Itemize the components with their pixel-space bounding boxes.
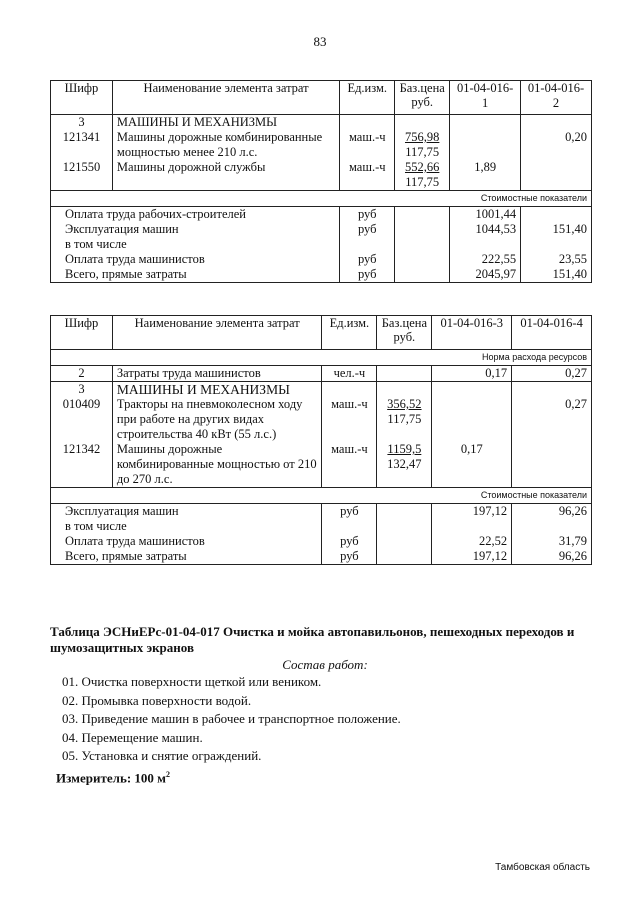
norm-caption: Норма расхода ресурсов bbox=[51, 350, 592, 366]
section-title: МАШИНЫ И МЕХАНИЗМЫ bbox=[112, 382, 321, 398]
row-name: Машины дорожной службы bbox=[112, 160, 339, 191]
row-unit: маш.-ч bbox=[322, 397, 377, 442]
summary-col1: 1001,44 bbox=[450, 207, 521, 223]
row-code: 2 bbox=[51, 366, 113, 382]
row-col1: 0,17 bbox=[432, 442, 512, 488]
row-name: Машины дорожные комбинированные мощностью менее 210 л.с. bbox=[112, 130, 339, 160]
work-composition-title: Состав работ: bbox=[282, 657, 368, 672]
list-item: 01. Очистка поверхности щеткой или веником. bbox=[62, 674, 322, 689]
row-col2: 0,20 bbox=[521, 130, 592, 160]
summary-name: Эксплуатация машин bbox=[51, 222, 340, 237]
cost-caption: Стоимостные показатели bbox=[51, 191, 592, 207]
row-col1 bbox=[450, 130, 521, 160]
summary-name: Всего, прямые затраты bbox=[51, 267, 340, 283]
summary-col1: 1044,53 bbox=[450, 222, 521, 237]
table-caption: Таблица ЭСНиЕРс-01-04-017 Очистка и мойка автопавильонов, пешеходных переходов и шумозащитных экранов bbox=[50, 624, 575, 655]
row-col2 bbox=[512, 442, 592, 488]
cost-caption-row bbox=[51, 488, 592, 504]
summary-col2 bbox=[521, 207, 592, 223]
row-code: 010409 bbox=[51, 397, 113, 442]
summary-col1: 2045,97 bbox=[450, 267, 521, 283]
list-item: 03. Приведение машин в рабочее и транспортное положение. bbox=[62, 711, 401, 726]
summary-unit: руб bbox=[322, 534, 377, 549]
summary-row bbox=[51, 519, 592, 534]
row-code: 121550 bbox=[51, 160, 113, 191]
section-row bbox=[51, 382, 592, 398]
row-name: Машины дорожные комбинированные мощностью от 210 до 270 л.с. bbox=[112, 442, 321, 488]
row-price: 756,98 117,75 bbox=[395, 130, 450, 160]
labor-row bbox=[51, 366, 592, 382]
table-row bbox=[51, 397, 592, 442]
header-col1: 01-04-016-3 bbox=[432, 316, 512, 350]
summary-row bbox=[51, 549, 592, 565]
row-unit: чел.-ч bbox=[322, 366, 377, 382]
footer-region: Тамбовская область bbox=[495, 862, 590, 873]
header-code: Шифр bbox=[51, 81, 113, 115]
list-item: 05. Установка и снятие ограждений. bbox=[62, 748, 262, 763]
summary-unit: руб bbox=[322, 504, 377, 520]
header-col2: 01-04-016-4 bbox=[512, 316, 592, 350]
summary-row bbox=[51, 534, 592, 549]
row-price: 1159,5 132,47 bbox=[377, 442, 432, 488]
summary-col2: 96,26 bbox=[512, 549, 592, 565]
header-unit: Ед.изм. bbox=[322, 316, 377, 350]
section-row bbox=[51, 115, 592, 131]
table-row bbox=[51, 160, 592, 191]
summary-col2: 31,79 bbox=[512, 534, 592, 549]
header-col2: 01-04-016-2 bbox=[521, 81, 592, 115]
summary-name: Всего, прямые затраты bbox=[51, 549, 322, 565]
summary-col2: 96,26 bbox=[512, 504, 592, 520]
list-item: 04. Перемещение машин. bbox=[62, 729, 203, 745]
summary-unit: руб bbox=[340, 222, 395, 237]
cost-caption-row bbox=[51, 191, 592, 207]
summary-col1: 22,52 bbox=[432, 534, 512, 549]
header-col1: 01-04-016-1 bbox=[450, 81, 521, 115]
norm-caption-row bbox=[51, 350, 592, 366]
summary-row bbox=[51, 504, 592, 520]
row-unit: маш.-ч bbox=[340, 160, 395, 191]
table-row bbox=[51, 130, 592, 160]
summary-row bbox=[51, 252, 592, 267]
row-unit: маш.-ч bbox=[322, 442, 377, 488]
summary-col1: 197,12 bbox=[432, 504, 512, 520]
row-col2: 0,27 bbox=[512, 366, 592, 382]
header-name: Наименование элемента затрат bbox=[112, 81, 339, 115]
summary-name: Эксплуатация машин bbox=[51, 504, 322, 520]
row-code: 121342 bbox=[51, 442, 113, 488]
summary-name: в том числе bbox=[51, 519, 322, 534]
summary-row bbox=[51, 267, 592, 283]
section-title: МАШИНЫ И МЕХАНИЗМЫ bbox=[112, 115, 339, 131]
row-code: 121341 bbox=[51, 130, 113, 160]
summary-name: в том числе bbox=[51, 237, 340, 252]
row-col1: 0,17 bbox=[432, 366, 512, 382]
resource-table-2 bbox=[50, 315, 592, 565]
summary-col2: 23,55 bbox=[521, 252, 592, 267]
summary-unit: руб bbox=[340, 252, 395, 267]
row-col2: 0,27 bbox=[512, 397, 592, 442]
list-item: 02. Промывка поверхности водой. bbox=[62, 692, 252, 708]
summary-col2: 151,40 bbox=[521, 222, 592, 237]
summary-row bbox=[51, 222, 592, 237]
header-base-price: Баз.цена руб. bbox=[395, 81, 450, 115]
meter-label: Измеритель: 100 $м^2$ bbox=[56, 770, 171, 786]
work-items-list bbox=[62, 673, 401, 766]
section-number: 3 bbox=[51, 115, 113, 131]
row-col2 bbox=[521, 160, 592, 191]
summary-row bbox=[51, 237, 592, 252]
summary-name: Оплата труда машинистов bbox=[51, 534, 322, 549]
row-price: 356,52 117,75 bbox=[377, 397, 432, 442]
summary-unit: руб bbox=[322, 549, 377, 565]
table-header-row bbox=[51, 81, 592, 115]
cost-caption: Стоимостные показатели bbox=[51, 488, 592, 504]
row-name: Тракторы на пневмоколесном ходу при работе на других видах строительства 40 кВт (55 л.с.) bbox=[112, 397, 321, 442]
section-number: 3 bbox=[51, 382, 113, 398]
header-name: Наименование элемента затрат bbox=[112, 316, 321, 350]
row-col1: 1,89 bbox=[450, 160, 521, 191]
summary-col1: 197,12 bbox=[432, 549, 512, 565]
header-base-price: Баз.цена руб. bbox=[377, 316, 432, 350]
summary-row bbox=[51, 207, 592, 223]
summary-name: Оплата труда машинистов bbox=[51, 252, 340, 267]
row-unit: маш.-ч bbox=[340, 130, 395, 160]
row-col1 bbox=[432, 397, 512, 442]
summary-col1: 222,55 bbox=[450, 252, 521, 267]
header-code: Шифр bbox=[51, 316, 113, 350]
summary-col2: 151,40 bbox=[521, 267, 592, 283]
summary-unit: руб bbox=[340, 267, 395, 283]
row-price: 552,66 117,75 bbox=[395, 160, 450, 191]
table-header-row bbox=[51, 316, 592, 350]
summary-name: Оплата труда рабочих-строителей bbox=[51, 207, 340, 223]
page-number: 83 bbox=[313, 34, 327, 49]
table-row bbox=[51, 442, 592, 488]
resource-table-1 bbox=[50, 80, 592, 283]
summary-unit: руб bbox=[340, 207, 395, 223]
header-unit: Ед.изм. bbox=[340, 81, 395, 115]
row-name: Затраты труда машинистов bbox=[112, 366, 321, 382]
